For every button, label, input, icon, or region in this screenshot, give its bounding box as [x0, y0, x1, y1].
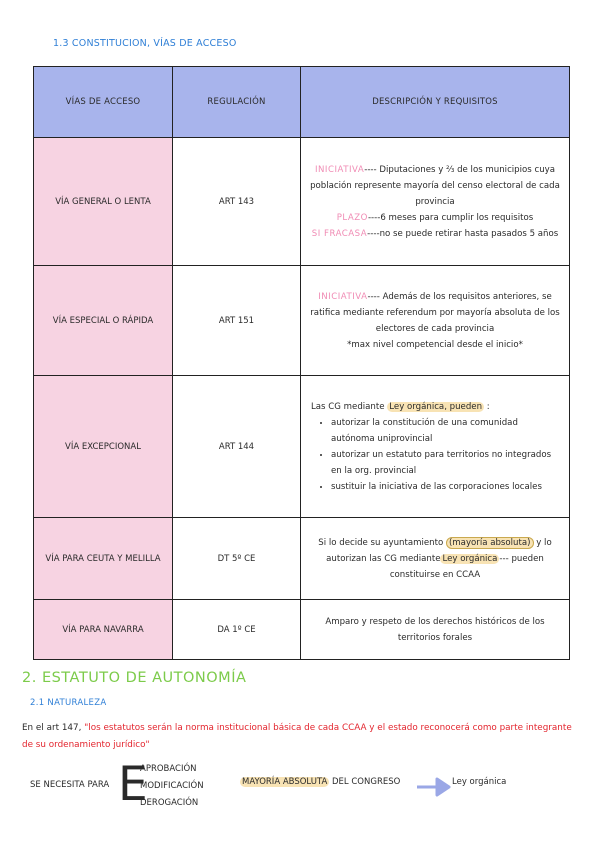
paragraph-quote: "los estatutos serán la norma institucional básica de cada CCAA y el estado reconocerá como parte integrante de su ordenamiento jurídico" [22, 723, 572, 750]
table-row [34, 376, 570, 518]
paragraph-prefix: En el art 147, [22, 723, 82, 733]
intro-highlight: Ley orgánica, pueden [389, 401, 483, 412]
option-item: APROBACIÓN [140, 764, 197, 774]
mayoria-highlight: MAYORÍA ABSOLUTA [242, 777, 328, 787]
mayoria-text [240, 777, 400, 787]
option-item: MODIFICACIÓN [140, 781, 204, 791]
iniciativa-label: INICIATIVA [314, 164, 365, 175]
table-row [34, 600, 570, 660]
text-2: y lo autorizan las CG mediante [326, 537, 552, 564]
table-row [34, 518, 570, 600]
iniciativa-text: ---- Diputaciones y ⅔ de los municipios cuya población represente mayoría del censo electoral de cada provincia [310, 164, 560, 207]
ley-organica-text: Ley orgánica [452, 777, 507, 787]
descripcion-cell [301, 138, 570, 266]
iniciativa-label: INICIATIVA [318, 291, 368, 302]
intro-post: : [486, 401, 490, 412]
highlight-ley: Ley orgánica [442, 553, 498, 564]
iniciativa-text: ---- Además de los requisitos anteriores, se ratifica mediante referendum por mayoría absoluta de los electores de cada provincia [310, 291, 560, 334]
regulacion-cell: DT 5º CE [173, 518, 301, 600]
list-item: • sustituir la iniciativa de las corporaciones locales [331, 479, 561, 495]
fracasa-text: ----no se puede retirar hasta pasados 5 años [367, 228, 559, 239]
header-descripcion: DESCRIPCIÓN Y REQUISITOS [301, 67, 570, 138]
big-letter: E [118, 757, 148, 812]
via-cell: VÍA PARA CEUTA Y MELILLA [34, 518, 173, 600]
regulacion-cell: ART 143 [173, 138, 301, 266]
intro-pre: Las CG mediante [311, 401, 385, 412]
plazo-label: PLAZO [336, 212, 368, 223]
mayoria-rest: DEL CONGRESO [332, 777, 401, 787]
highlight-mayoria: (mayoría absoluta) [446, 537, 534, 549]
regulacion-cell: ART 144 [173, 376, 301, 518]
via-cell: VÍA ESPECIAL O RÁPIDA [34, 266, 173, 376]
bullet-list [311, 415, 561, 495]
descripcion-cell [301, 266, 570, 376]
via-cell: VÍA EXCEPCIONAL [34, 376, 173, 518]
table-row [34, 138, 570, 266]
option-item: DEROGACIÓN [140, 798, 199, 808]
header-vias: VÍAS DE ACCESO [34, 67, 173, 138]
se-necesita-label: SE NECESITA PARA [30, 780, 110, 790]
paragraph-art147 [22, 720, 582, 754]
arrow-right-icon [415, 776, 451, 798]
note-text: *max nivel competencial desde el inicio* [347, 339, 523, 350]
descripcion-cell [301, 376, 570, 518]
via-cell: VÍA PARA NAVARRA [34, 600, 173, 660]
fracasa-label: SI FRACASA [311, 228, 368, 239]
regulacion-cell: DA 1º CE [173, 600, 301, 660]
table-header-row [34, 67, 570, 138]
descripcion-cell: Amparo y respeto de los derechos históricos de los territorios forales [301, 600, 570, 660]
bottom-diagram [0, 757, 600, 820]
text-1: Si lo decide su ayuntamiento [318, 537, 444, 548]
via-cell: VÍA GENERAL O LENTA [34, 138, 173, 266]
heading-estatuto: 2. ESTATUTO DE AUTONOMÍA [22, 670, 247, 686]
descripcion-cell [301, 518, 570, 600]
table-row [34, 266, 570, 376]
text-3: --- pueden constituirse en CCAA [389, 553, 544, 580]
heading-naturaleza: 2.1 NATURALEZA [30, 698, 107, 708]
vias-table [33, 66, 570, 660]
section-title: 1.3 CONSTITUCION, VÍAS DE ACCESO [53, 38, 237, 49]
regulacion-cell: ART 151 [173, 266, 301, 376]
list-item: • autorizar la constitución de una comunidad autónoma uniprovincial [331, 415, 561, 447]
list-item: • autorizar un estatuto para territorios no integrados en la org. provincial [331, 447, 561, 479]
plazo-text: ----6 meses para cumplir los requisitos [367, 212, 534, 223]
header-regulacion: REGULACIÓN [173, 67, 301, 138]
